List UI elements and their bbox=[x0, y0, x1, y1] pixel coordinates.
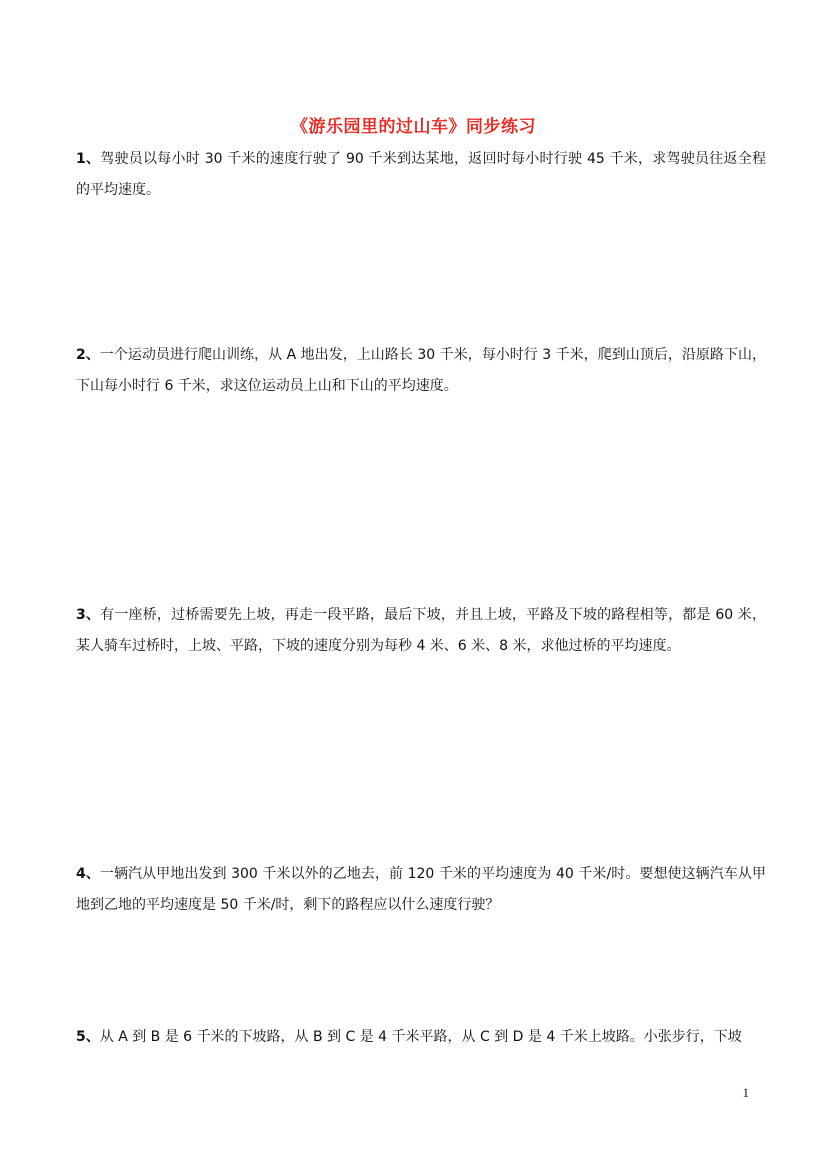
question-2 bbox=[76, 340, 766, 402]
question-text: 从 A 到 B 是 6 千米的下坡路，从 B 到 C 是 4 千米平路，从 C 到 D 是 4 千米上坡路。小张步行，下坡 bbox=[99, 1029, 742, 1045]
question-number: 1、 bbox=[76, 151, 101, 167]
question-3 bbox=[76, 600, 766, 662]
question-text: 一个运动员进行爬山训练，从 A 地出发，上山路长 30 千米，每小时行 3 千米，爬到山顶后，沿原路下山，下山每小时行 6 千米，求这位运动员上山和下山的平均速度。 bbox=[76, 347, 766, 394]
question-number: 5、 bbox=[76, 1029, 100, 1045]
question-number: 4、 bbox=[76, 866, 100, 882]
document-title: 《游乐园里的过山车》同步练习 bbox=[291, 117, 536, 137]
question-text: 驾驶员以每小时 30 千米的速度行驶了 90 千米到达某地，返回时每小时行驶 45 千米，求驾驶员往返全程的平均速度。 bbox=[76, 151, 766, 198]
question-1 bbox=[76, 144, 766, 206]
question-text: 有一座桥，过桥需要先上坡，再走一段平路，最后下坡，并且上坡，平路及下坡的路程相等，都是 60 米，某人骑车过桥时，上坡、平路，下坡的速度分别为每秒 4 米、6 米、8 米，求他过桥的平均速度。 bbox=[76, 607, 766, 654]
page-number: 1 bbox=[742, 1085, 749, 1100]
question-text: 一辆汽从甲地出发到 300 千米以外的乙地去，前 120 千米的平均速度为 40 千米/时。要想使这辆汽车从甲地到乙地的平均速度是 50 千米/时，剩下的路程应以什么速度行驶？ bbox=[76, 866, 766, 913]
question-number: 3、 bbox=[76, 607, 101, 623]
question-number: 2、 bbox=[76, 347, 100, 363]
question-4 bbox=[76, 859, 766, 921]
question-5 bbox=[76, 1022, 766, 1053]
